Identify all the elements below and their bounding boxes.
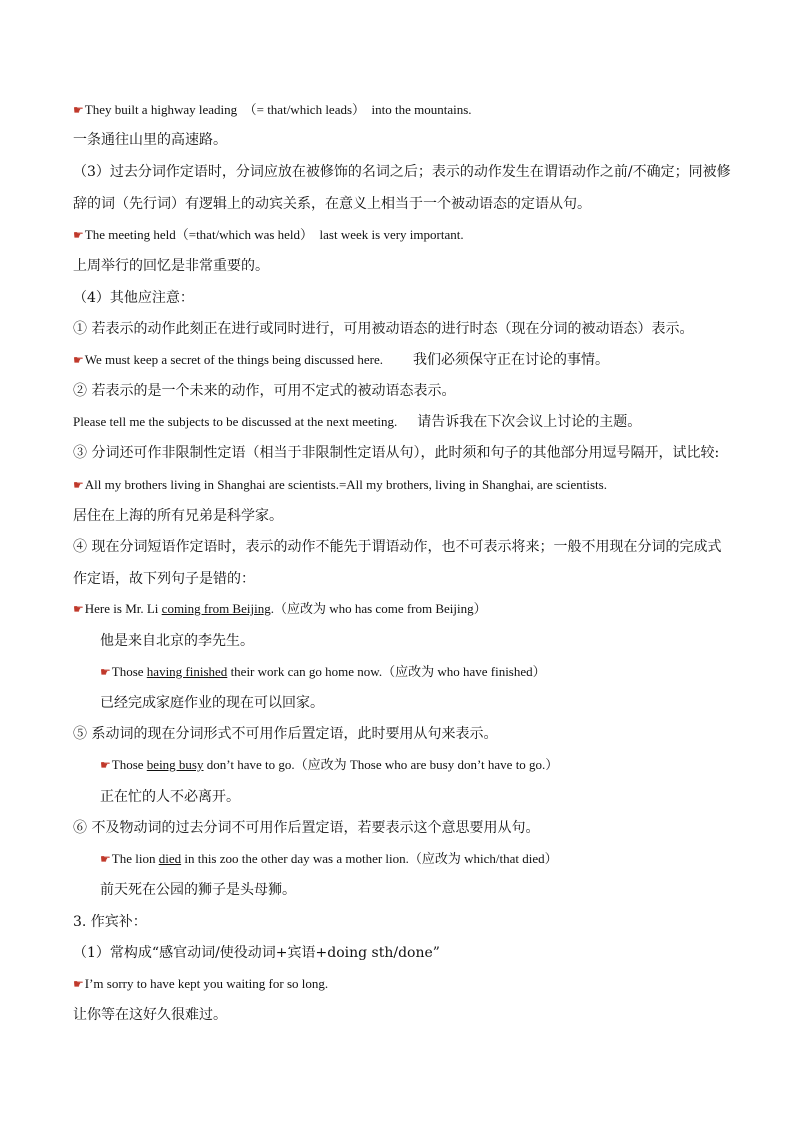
rule-text: ④ 现在分词短语作定语时，表示的动作不能先于谓语动作，也不可表示将来；一般不用现在分词的完成式 — [73, 539, 722, 555]
translation: 让你等在这好久很难过。 — [73, 1007, 227, 1023]
rule-text: ⑥ 不及物动词的过去分词不可用作后置定语，若要表示这个意思要用从句。 — [73, 820, 540, 836]
translation: 一条通往山里的高速路。 — [73, 132, 227, 148]
example-sentence: ☛All my brothers living in Shanghai are scientists.=All my brothers, living in Shanghai, are scientists. — [73, 477, 607, 492]
example-sentence: ☛I’m sorry to have kept you waiting for so long. — [73, 976, 329, 991]
example-sentence: ☛They built a highway leading （= that/which leads） into the mountains. — [73, 102, 472, 117]
example-sentence: ☛We must keep a secret of the things being discussed here. 我们必须保守正在讨论的事情。 — [73, 352, 609, 368]
rule-text: ⑤ 系动词的现在分词形式不可用作后置定语，此时要用从句来表示。 — [73, 726, 498, 742]
underlined-phrase: having finished — [146, 664, 228, 679]
pointing-hand-icon: ☛ — [73, 478, 84, 492]
translation: 我们必须保守正在讨论的事情。 — [413, 353, 609, 368]
pointing-hand-icon: ☛ — [73, 353, 84, 367]
translation: 居住在上海的所有兄弟是科学家。 — [73, 508, 283, 524]
underlined-phrase: coming from Beijing — [161, 601, 271, 616]
translation: 前天死在公园的狮子是头母狮。 — [100, 882, 296, 898]
section-heading: （4）其他应注意： — [73, 290, 194, 306]
rule-text: （3）过去分词作定语时，分词应放在被修饰的名词之后；表示的动作发生在谓语动作之前/不确定；同被修 — [73, 164, 731, 180]
translation: 他是来自北京的李先生。 — [100, 633, 254, 649]
example-sentence: ☛Here is Mr. Li coming from Beijing.（应改为 who has come from Beijing） — [73, 601, 487, 616]
rule-text: ② 若表示的是一个未来的动作，可用不定式的被动语态表示。 — [73, 383, 456, 399]
rule-text: ① 若表示的动作此刻正在进行或同时进行，可用被动语态的进行时态（现在分词的被动语态）表示。 — [73, 321, 694, 337]
example-sentence: ☛The meeting held（=that/which was held） last week is very important. — [73, 227, 464, 242]
example-sentence: Please tell me the subjects to be discussed at the next meeting. 请告诉我在下次会议上讨论的主题。 — [73, 414, 642, 430]
pointing-hand-icon: ☛ — [73, 103, 84, 117]
translation: 正在忙的人不必离开。 — [100, 789, 240, 805]
example-sentence: ☛Those being busy don’t have to go.（应改为 Those who are busy don’t have to go.） — [100, 757, 559, 772]
rule-text: （1）常构成“感官动词/使役动词+宾语+doing sth/done” — [73, 945, 440, 961]
rule-text: ③ 分词还可作非限制性定语（相当于非限制性定语从句），此时须和句子的其他部分用逗号隔开，试比较: — [73, 445, 720, 461]
section-heading: 3. 作宾补： — [73, 914, 147, 930]
pointing-hand-icon: ☛ — [73, 602, 84, 616]
rule-text: 辞的词（先行词）有逻辑上的动宾关系，在意义上相当于一个被动语态的定语从句。 — [73, 196, 591, 212]
example-sentence: ☛The lion died in this zoo the other day was a mother lion.（应改为 which/that died） — [100, 851, 558, 866]
rule-text: 作定语，故下列句子是错的： — [73, 571, 255, 587]
translation: 请告诉我在下次会议上讨论的主题。 — [417, 415, 642, 430]
pointing-hand-icon: ☛ — [73, 977, 84, 991]
pointing-hand-icon: ☛ — [100, 758, 111, 772]
pointing-hand-icon: ☛ — [73, 228, 84, 242]
pointing-hand-icon: ☛ — [100, 852, 111, 866]
translation: 已经完成家庭作业的现在可以回家。 — [100, 695, 324, 711]
pointing-hand-icon: ☛ — [100, 665, 111, 679]
underlined-phrase: being busy — [146, 757, 204, 772]
example-sentence: ☛Those having finished their work can go home now.（应改为 who have finished） — [100, 664, 546, 679]
translation: 上周举行的回忆是非常重要的。 — [73, 258, 269, 274]
underlined-phrase: died — [158, 851, 182, 866]
